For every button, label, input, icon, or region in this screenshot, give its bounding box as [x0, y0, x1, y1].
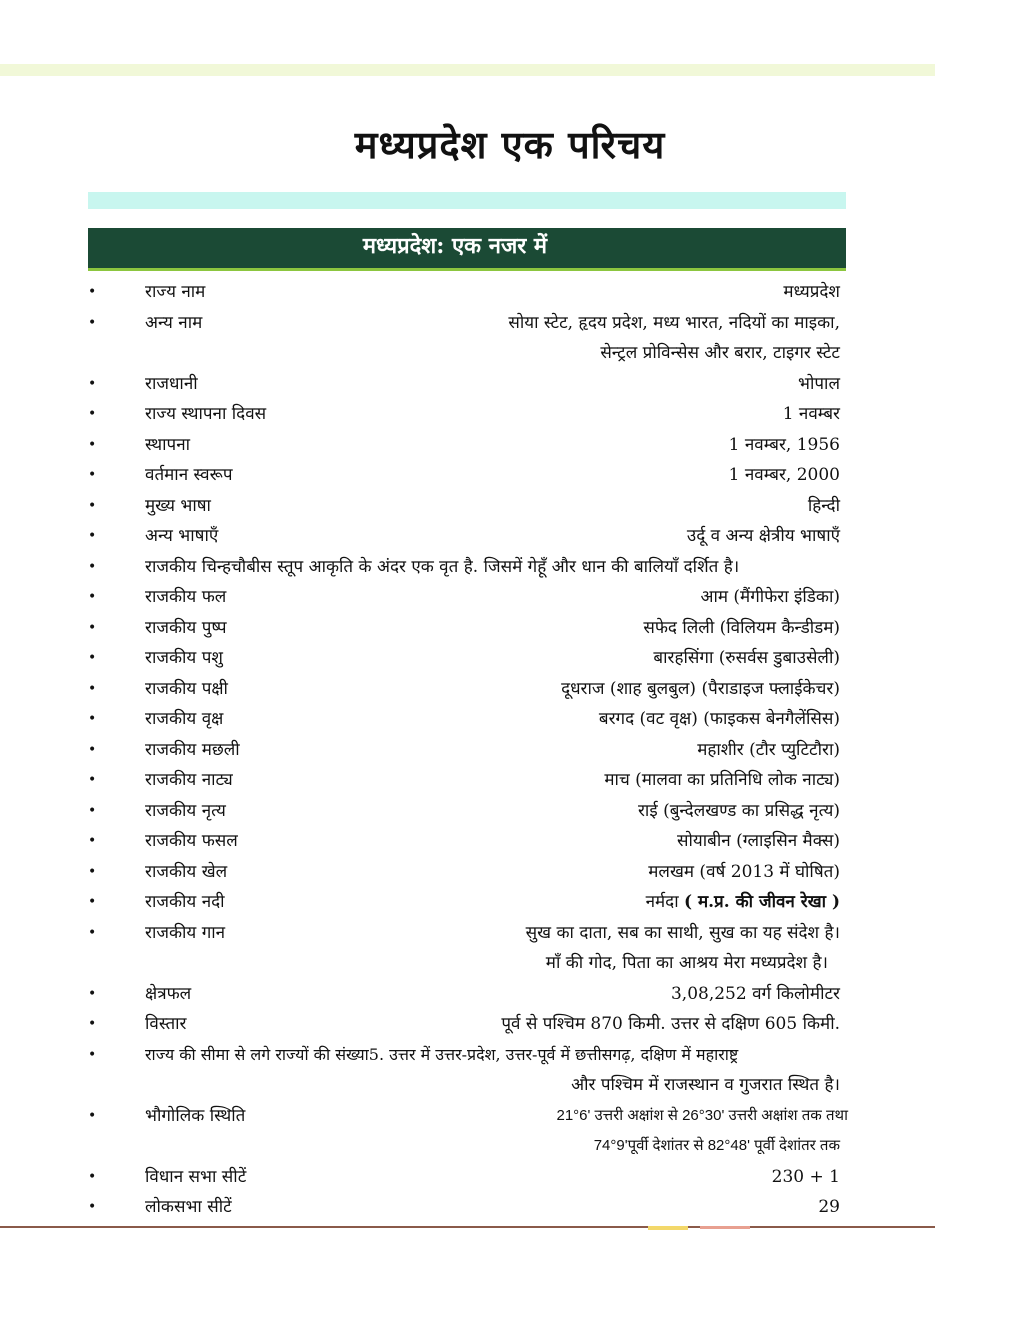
fact-row-state-fruit: [88, 583, 848, 614]
section-header: [88, 228, 846, 271]
fact-value: [508, 309, 840, 367]
fact-value: मध्यप्रदेश: [783, 282, 840, 302]
fact-label: राजधानी: [145, 373, 198, 394]
fact-label: राजकीय मछली: [145, 739, 240, 760]
fact-row-bordering-states: [88, 1041, 848, 1102]
fact-label: राजकीय पशु: [145, 648, 223, 668]
bullet-icon: •: [88, 894, 97, 910]
fact-row-state-bird: [88, 675, 848, 706]
fact-value: [526, 919, 840, 977]
fact-row-main-language: [88, 492, 848, 523]
fact-row-state-animal: [88, 644, 848, 675]
fact-text-line-2: और पश्चिम में राजस्थान व गुजरात स्थित है।: [571, 1074, 840, 1095]
fact-value: 1 नवम्बर, 2000: [728, 465, 840, 485]
bullet-icon: •: [88, 863, 97, 880]
fact-value: उर्दू व अन्य क्षेत्रीय भाषाएँ: [686, 526, 840, 546]
bullet-icon: •: [88, 436, 97, 453]
fact-label: अन्य भाषाएँ: [145, 526, 219, 546]
fact-row-area: [88, 980, 848, 1011]
fact-value-line-1: सोया स्टेट, हृदय प्रदेश, मध्य भारत, नदियों का माइका,: [508, 312, 840, 333]
footer-accent-red: [700, 1226, 750, 1229]
fact-value: सोयाबीन (ग्लाइसिन मैक्स): [677, 831, 840, 851]
fact-label: विस्तार: [145, 1014, 187, 1034]
fact-label: लोकसभा सीटें: [145, 1197, 232, 1217]
fact-label: राज्य स्थापना दिवस: [145, 404, 267, 424]
fact-value: 1 नवम्बर: [782, 404, 840, 424]
fact-value: बारहसिंगा (रुसर्वस डुबाउसेली): [653, 648, 840, 668]
bullet-icon: •: [88, 314, 97, 331]
bullet-icon: •: [88, 680, 97, 697]
fact-value: 1 नवम्बर, 1956: [728, 434, 840, 455]
fact-value: पूर्व से पश्चिम 870 किमी. उत्तर से दक्षिण 605 किमी.: [501, 1014, 840, 1034]
bullet-icon: •: [88, 833, 97, 849]
fact-label: विधान सभा सीटें: [145, 1166, 247, 1187]
fact-value: [646, 888, 840, 916]
fact-row-state-flower: [88, 614, 848, 645]
bullet-icon: •: [88, 1016, 97, 1032]
bullet-icon: •: [88, 467, 97, 483]
bullet-icon: •: [88, 802, 97, 819]
fact-value: राई (बुन्देलखण्ड का प्रसिद्ध नृत्य): [637, 800, 840, 821]
fact-row-foundation-day: [88, 400, 848, 431]
fact-row-extent: [88, 1010, 848, 1041]
fact-value: महाशीर (टौर प्युटिटौरा): [697, 739, 840, 760]
fact-row-state-dance: [88, 797, 848, 828]
fact-value: मलखम (वर्ष 2013 में घोषित): [648, 861, 840, 882]
fact-row-established: [88, 431, 848, 462]
page-title: मध्यप्रदेश एक परिचय: [354, 122, 666, 167]
bullet-icon: •: [88, 1046, 97, 1063]
fact-row-capital: [88, 370, 848, 401]
bullet-icon: •: [88, 558, 97, 575]
fact-value: आम (मैंगीफेरा इंडिका): [700, 587, 840, 607]
footer-divider: [0, 1226, 935, 1228]
bullet-icon: •: [88, 619, 97, 636]
bullet-icon: •: [88, 772, 97, 788]
fact-label: वर्तमान स्वरूप: [145, 465, 233, 485]
fact-label: अन्य नाम: [145, 312, 203, 333]
bullet-icon: •: [88, 650, 97, 666]
fact-value-line-2: सेन्ट्रल प्रोविन्सेस और बरार, टाइगर स्टेट: [600, 342, 840, 363]
fact-label: राजकीय फल: [145, 587, 227, 607]
fact-row-state-sport: [88, 858, 848, 889]
fact-value-line-1: 21°6' उत्तरी अक्षांश से 26°30' उत्तरी अक्षांश तक तथा: [556, 1106, 848, 1124]
fact-label: राजकीय फसल: [145, 831, 238, 851]
fact-label: राजकीय खेल: [145, 861, 228, 882]
fact-label: राजकीय नृत्य: [145, 800, 226, 821]
fact-value: दूधराज (शाह बुलबुल) (पैराडाइज फ्लाईकेचर): [561, 678, 840, 699]
section-header-text: मध्यप्रदेश: एक नजर में: [362, 233, 548, 259]
fact-label: राजकीय पक्षी: [145, 678, 228, 699]
fact-row-state-anthem: [88, 919, 848, 980]
bullet-icon: •: [88, 589, 97, 605]
fact-label: राज्य नाम: [145, 282, 206, 302]
fact-row-state-river: [88, 888, 848, 919]
footer-accent-yellow: [648, 1226, 688, 1230]
fact-value: [556, 1102, 848, 1160]
fact-text-line-1: राज्य की सीमा से लगे राज्यों की संख्या5. उत्तर में उत्तर-प्रदेश, उत्तर-पूर्व में छत्तीसगढ़, दक्षिण में महाराष्ट्र: [145, 1044, 739, 1064]
bullet-icon: •: [88, 711, 97, 727]
fact-row-state-crop: [88, 827, 848, 858]
top-decorative-band: [0, 64, 935, 76]
fact-value-bold: ( म.प्र. की जीवन रेखा ): [684, 892, 840, 912]
fact-label: राजकीय नदी: [145, 892, 225, 912]
fact-row-other-names: [88, 309, 848, 370]
fact-label: स्थापना: [145, 434, 191, 455]
fact-row-state-name: [88, 278, 848, 309]
fact-value-line-2: 74°9'पूर्वी देशांतर से 82°48' पूर्वी देशांतर तक: [593, 1136, 840, 1154]
fact-row-state-theatre: [88, 766, 848, 797]
fact-label: राजकीय वृक्ष: [145, 709, 224, 729]
fact-label: क्षेत्रफल: [145, 983, 192, 1004]
bullet-icon: •: [88, 1107, 97, 1124]
bullet-icon: •: [88, 528, 97, 544]
bullet-icon: •: [88, 1168, 97, 1185]
fact-row-loksabha-seats: [88, 1193, 848, 1224]
bullet-icon: •: [88, 284, 97, 300]
fact-label: राजकीय नाट्य: [145, 770, 233, 790]
fact-row-geographic-position: [88, 1102, 848, 1163]
fact-label: राजकीय गान: [145, 922, 226, 943]
fact-value: भोपाल: [798, 373, 840, 394]
fact-label: राजकीय पुष्प: [145, 617, 227, 638]
bullet-icon: •: [88, 924, 97, 941]
fact-row-other-languages: [88, 522, 848, 553]
fact-value: हिन्दी: [807, 495, 840, 516]
fact-row-state-fish: [88, 736, 848, 767]
fact-value-line-1: सुख का दाता, सब का साथी, सुख का यह संदेश है।: [525, 922, 840, 943]
fact-value-line-2: माँ की गोद, पिता का आश्रय मेरा मध्यप्रदेश है।: [545, 952, 828, 973]
fact-value: बरगद (वट वृक्ष) (फाइकस बेनगैलेंसिस): [598, 709, 840, 729]
fact-value: 230 + 1: [771, 1166, 840, 1187]
bullet-icon: •: [88, 497, 97, 514]
fact-row-assembly-seats: [88, 1163, 848, 1194]
fact-row-current-form: [88, 461, 848, 492]
facts-list: [88, 278, 848, 1224]
bullet-icon: •: [88, 375, 97, 392]
fact-label: मुख्य भाषा: [145, 495, 211, 516]
fact-value: 29: [818, 1197, 840, 1217]
cyan-divider-bar: [88, 192, 846, 209]
fact-row-state-emblem: [88, 553, 848, 584]
fact-value: 3,08,252 वर्ग किलोमीटर: [670, 983, 840, 1004]
fact-text: राजकीय चिन्हचौबीस स्तूप आकृति के अंदर एक वृत है. जिसमें गेहूँ और धान की बालियाँ दर्शित है।: [145, 556, 740, 577]
fact-value: माच (मालवा का प्रतिनिधि लोक नाट्य): [604, 770, 840, 790]
fact-row-state-tree: [88, 705, 848, 736]
bullet-icon: •: [88, 741, 97, 758]
fact-value: सफेद लिली (विलियम कैन्डीडम): [643, 617, 840, 638]
bullet-icon: •: [88, 1199, 97, 1215]
bullet-icon: •: [88, 406, 97, 422]
fact-value-main: नर्मदा: [645, 892, 679, 912]
fact-text: [145, 1041, 848, 1099]
fact-label: भौगोलिक स्थिति: [145, 1105, 246, 1126]
bullet-icon: •: [88, 985, 97, 1002]
